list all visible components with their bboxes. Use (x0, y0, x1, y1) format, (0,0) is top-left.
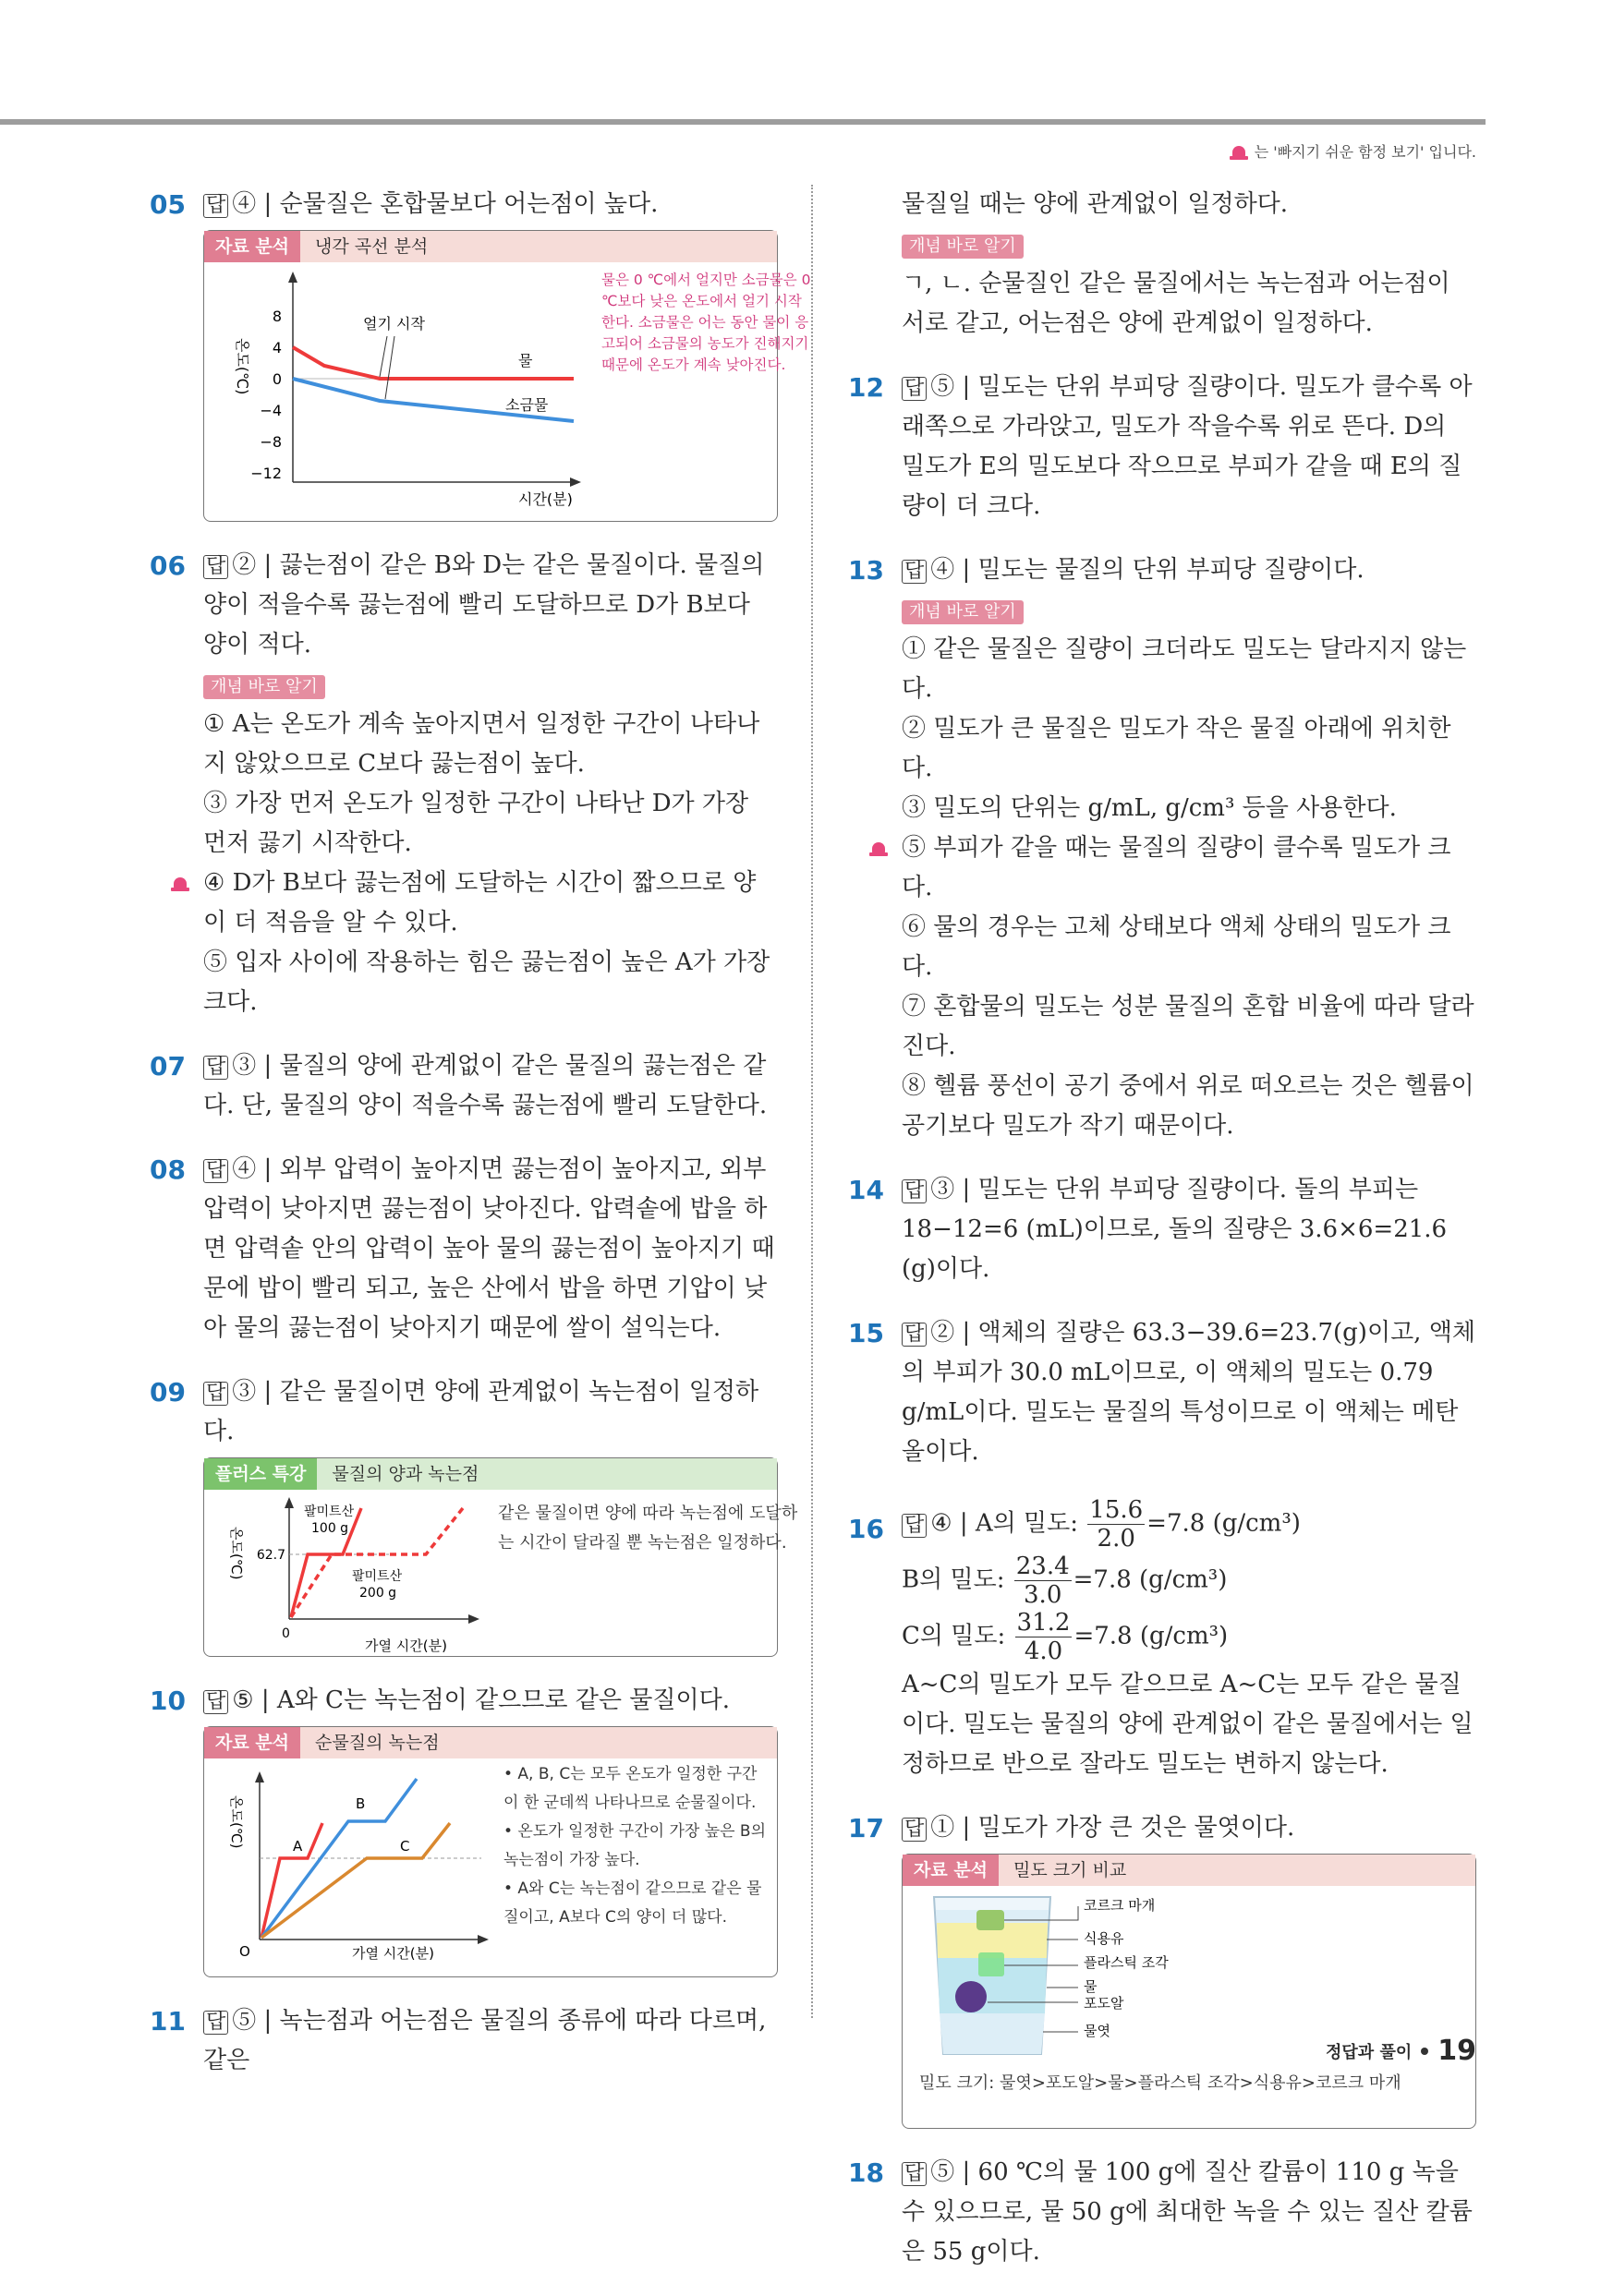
plastic-piece (978, 1952, 1004, 1976)
answer-18 (848, 2153, 1476, 2272)
answer-text: ⑤ | 밀도는 단위 부피당 질량이다. 밀도가 클수록 아래쪽으로 가라앉고, 밀도가 작을수록 위로 뜬다. D의 밀도가 E의 밀도보다 작으므로 부피가 같을 때 E의 질량이 더 크다. (902, 373, 1473, 520)
water-label: 물 (518, 352, 533, 369)
answer-mark: 답 (902, 1514, 927, 1538)
sub-explanation-trap (203, 864, 778, 943)
question-number: 18 (848, 2157, 884, 2188)
answer-13 (848, 550, 1476, 1146)
concept-tag: 개념 바로 알기 (203, 675, 325, 699)
y-tick: −8 (260, 433, 282, 451)
answer-text: ④ | 순물질은 혼합물보다 어는점이 높다. (232, 190, 659, 218)
box-title: 밀도 크기 비교 (1013, 1859, 1127, 1880)
cooling-curve-graph (204, 262, 592, 521)
box-title: 냉각 곡선 분석 (315, 236, 429, 257)
answer-mark: 답 (902, 377, 927, 401)
question-number: 16 (848, 1514, 884, 1544)
y-tick: 4 (272, 339, 282, 356)
question-number: 06 (150, 550, 186, 581)
left-column (150, 185, 811, 2105)
plastic-label: 플라스틱 조각 (1084, 1954, 1169, 1971)
answer-text: ① | 밀도가 가장 큰 것은 물엿이다. (930, 1814, 1295, 1842)
y-tick: 8 (272, 308, 282, 325)
sub-explanation: ③ 가장 먼저 온도가 일정한 구간이 나타난 D가 가장 먼저 끓기 시작한다. (203, 790, 749, 857)
density-a-result: =7.8 (g/cm³) (1146, 1509, 1301, 1538)
trap-legend (1229, 140, 1476, 162)
answer-mark: 답 (203, 1056, 228, 1080)
question-number: 15 (848, 1318, 884, 1348)
answer-08 (150, 1150, 778, 1348)
x-axis-label: 가열 시간(분) (352, 1945, 434, 1962)
denominator: 3.0 (1024, 1581, 1062, 1609)
series-a-label: A (293, 1838, 303, 1855)
alarm-icon (1229, 143, 1249, 160)
answer-text: A~C의 밀도가 모두 같으므로 A~C는 모두 같은 물질이다. 밀도는 물질의 양에 관계없이 같은 물질에서는 일정하므로 반으로 잘라도 밀도는 변하지 않는다. (902, 1671, 1474, 1778)
grape (955, 1981, 987, 2012)
y-axis-label: 온도(℃) (228, 1795, 245, 1849)
answer-text: ③ | 같은 물질이면 양에 관계없이 녹는점이 일정하다. (203, 1378, 759, 1445)
y-axis-label: 온도(℃) (228, 1527, 245, 1580)
sub-explanation: ⑦ 혼합물의 밀도는 성분 물질의 혼합 비율에 따라 달라진다. (902, 993, 1474, 1060)
sample-2-mass: 200 g (359, 1586, 397, 1601)
density-a-label: ④ | A의 밀도: (930, 1509, 1079, 1538)
alarm-icon (170, 875, 190, 891)
answer-text: ⑤ | A와 C는 녹는점이 같으므로 같은 물질이다. (232, 1686, 730, 1714)
column-divider (811, 185, 813, 2018)
answer-10 (150, 1681, 778, 1977)
density-b-result: =7.8 (g/cm³) (1073, 1565, 1228, 1594)
box-note: 같은 물질이면 양에 따라 녹는점에 도달하는 시간이 달라질 뿐 녹는점은 일정하다. (498, 1504, 798, 1553)
right-column (848, 185, 1476, 2296)
saltwater-label: 소금물 (505, 396, 549, 414)
footer-label: 정답과 풀이 (1326, 2042, 1413, 2062)
page-footer (1326, 2035, 1476, 2067)
sub-explanation: ⑤ 입자 사이에 작용하는 힘은 끓는점이 높은 A가 가장 크다. (203, 949, 770, 1016)
concept-tag: 개념 바로 알기 (902, 235, 1024, 259)
box-notes (503, 1760, 771, 1932)
plus-lecture-box (203, 1457, 798, 1657)
answer-text: ② | 끓는점이 같은 B와 D는 같은 물질이다. 물질의 양이 적을수록 끓는점에 빨리 도달하므로 D가 B보다 양이 적다. (203, 551, 765, 659)
sub-explanation: ② 밀도가 큰 물질은 밀도가 작은 물질 아래에 위치한다. (902, 715, 1451, 782)
answer-12 (848, 368, 1476, 526)
question-number: 12 (848, 372, 884, 403)
sub-explanation: ⑥ 물의 경우는 고체 상태보다 액체 상태의 밀도가 크다. (902, 913, 1451, 981)
answer-mark: 답 (203, 1690, 228, 1714)
sub-explanation: ⑧ 헬륨 풍선이 공기 중에서 위로 떠오르는 것은 헬륨이 공기보다 밀도가 작기 때문이다. (902, 1072, 1474, 1140)
answer-mark: 답 (203, 1382, 228, 1406)
x-axis-label: 시간(분) (518, 490, 573, 508)
sample-1-name: 팔미트산 (304, 1504, 355, 1519)
box-title: 순물질의 녹는점 (315, 1732, 440, 1753)
syrup-label: 물엿 (1084, 2023, 1110, 2039)
box-title: 물질의 양과 녹는점 (332, 1463, 479, 1484)
sample-2-name: 팔미트산 (352, 1569, 403, 1584)
grape-label: 포도알 (1084, 1995, 1124, 2012)
answer-mark: 답 (902, 1818, 927, 1842)
density-b-fraction (1014, 1553, 1072, 1609)
question-number: 13 (848, 555, 884, 586)
sub-explanation-text: ④ D가 B보다 끓는점에 도달하는 시간이 짧으므로 양이 더 적음을 알 수 있다. (203, 869, 757, 937)
sub-explanation: ㄱ, ㄴ. 순물질인 같은 물질에서는 녹는점과 어는점이 서로 같고, 어는점은 양에 관계없이 일정하다. (902, 270, 1450, 337)
density-b-label: B의 밀도: (902, 1565, 1005, 1594)
question-number: 05 (150, 189, 186, 220)
box-note: • A, B, C는 모두 온도가 일정한 구간이 한 군데씩 나타나므로 순물질이다. (503, 1765, 758, 1812)
sub-explanation: ① 같은 물질은 질량이 크더라도 밀도는 달라지지 않는다. (902, 635, 1467, 703)
series-c-label: C (400, 1838, 410, 1855)
density-c-label: C의 밀도: (902, 1622, 1006, 1650)
freeze-start-label: 얼기 시작 (363, 315, 425, 332)
answer-text: ⑤ | 녹는점과 어는점은 물질의 종류에 따라 다르며, 같은 (203, 2007, 767, 2074)
box-label: 자료 분석 (204, 1727, 300, 1758)
cork-stopper (976, 1910, 1004, 1930)
numerator: 31.2 (1016, 1609, 1071, 1637)
melting-point-label: 62.7 (256, 1548, 285, 1563)
density-layers-illustration (903, 1886, 1207, 2071)
question-number: 17 (848, 1813, 884, 1843)
page-number: 19 (1437, 2035, 1476, 2067)
series-c-line (261, 1823, 450, 1938)
top-rule (0, 119, 1486, 125)
box-label: 자료 분석 (204, 231, 300, 262)
answer-mark: 답 (902, 2162, 927, 2186)
box-note: • A와 C는 녹는점이 같으므로 같은 물질이고, A보다 C의 양이 더 많다. (503, 1879, 762, 1927)
answer-mark: 답 (203, 194, 228, 218)
origin-label: 0 (282, 1626, 290, 1641)
answer-text: ③ | 밀도는 단위 부피당 질량이다. 돌의 부피는 18−12=6 (mL)이므로, 돌의 질량은 3.6×6=21.6 (g)이다. (902, 1176, 1448, 1283)
series-b-label: B (356, 1795, 366, 1812)
box-note: 물은 0 ℃에서 얼지만 소금물은 0 ℃보다 낮은 온도에서 얼기 시작한다. 소금물은 어는 동안 물이 응고되어 소금물의 농도가 진해지기 때문에 온도가 계속 낮아진다. (601, 272, 811, 373)
answer-05 (150, 185, 811, 522)
answer-mark: 답 (203, 555, 228, 579)
y-tick: 0 (272, 370, 282, 388)
box-label: 자료 분석 (903, 1855, 999, 1886)
y-tick: −4 (260, 402, 282, 419)
answer-mark: 답 (902, 560, 927, 584)
data-analysis-box (203, 230, 811, 522)
footer-bullet (1421, 2048, 1428, 2055)
answer-text: ③ | 물질의 양에 관계없이 같은 물질의 끓는점은 같다. 단, 물질의 양이 적을수록 끓는점에 빨리 도달한다. (203, 1052, 768, 1119)
density-c-fraction (1015, 1609, 1073, 1665)
answer-text: ④ | 외부 압력이 높아지면 끓는점이 높아지고, 외부 압력이 낮아지면 끓는점이 낮아진다. 압력솥에 밥을 하면 압력솥 안의 압력이 높아 물의 끓는점이 높아지기 때문에 밥이 빨리 되고, 높은 산에서 밥을 하면 기압이 낮아 물의 끓는점이 낮아지기 때문에 쌀이 설익는다. (203, 1155, 775, 1342)
data-analysis-box (902, 1854, 1476, 2129)
answer-mark: 답 (203, 1159, 228, 1183)
density-c-result: =7.8 (g/cm³) (1073, 1622, 1229, 1650)
question-number: 08 (150, 1154, 186, 1185)
answer-11-continued (848, 185, 1476, 344)
answer-06 (150, 546, 778, 1022)
sub-explanation: ① A는 온도가 계속 높아지면서 일정한 구간이 나타나지 않았으므로 C보다 끓는점이 높다. (203, 710, 760, 778)
cork-label: 코르크 마개 (1084, 1897, 1156, 1914)
question-number: 07 (150, 1051, 186, 1082)
oil-label: 식용유 (1084, 1930, 1124, 1947)
series-a-line (261, 1823, 322, 1938)
answer-text: ⑤ | 60 ℃의 물 100 g에 질산 칼륨이 110 g 녹을 수 있으므로, 물 50 g에 최대한 녹을 수 있는 질산 칼륨은 55 g이다. (902, 2158, 1473, 2266)
answer-17 (848, 1808, 1476, 2129)
numerator: 15.6 (1089, 1496, 1144, 1524)
origin-label: O (239, 1943, 250, 1960)
water-label: 물 (1084, 1978, 1098, 1995)
answer-text: ④ | 밀도는 물질의 단위 부피당 질량이다. (930, 556, 1364, 584)
y-axis-label: 온도(℃) (234, 338, 251, 395)
answer-mark: 답 (203, 2011, 228, 2035)
trap-legend-text: 는 '빠지기 쉬운 함정 보기' 입니다. (1254, 143, 1476, 161)
answer-09 (150, 1372, 798, 1657)
sub-explanation-trap (902, 828, 1476, 908)
answer-mark: 답 (902, 1179, 927, 1203)
alarm-icon (868, 840, 889, 856)
sample-1-mass: 100 g (311, 1521, 349, 1536)
numerator: 23.4 (1015, 1553, 1070, 1580)
question-number: 11 (150, 2006, 186, 2036)
density-order-caption: 밀도 크기: 물엿>포도알>물>플라스틱 조각>식용유>코르크 마개 (919, 2073, 1401, 2093)
answer-mark: 답 (902, 1323, 927, 1347)
answer-11 (150, 2001, 778, 2081)
y-tick: −12 (250, 465, 282, 482)
density-a-fraction (1087, 1496, 1145, 1553)
question-number: 09 (150, 1377, 186, 1408)
question-number: 10 (150, 1686, 186, 1716)
data-analysis-box (203, 1726, 778, 1977)
box-label: 플러스 특강 (204, 1458, 317, 1490)
melting-point-graph (204, 1490, 481, 1656)
answer-text: ② | 액체의 질량은 63.3−39.6=23.7(g)이고, 액체의 부피가 30.0 mL이므로, 이 액체의 밀도는 0.79 g/mL이다. 밀도는 물질의 특성이므로 이 액체는 메탄올이다. (902, 1319, 1475, 1466)
concept-tag: 개념 바로 알기 (902, 600, 1024, 624)
denominator: 2.0 (1097, 1525, 1135, 1553)
pure-substance-melting-graph (204, 1758, 491, 1976)
x-axis-label: 가열 시간(분) (365, 1637, 447, 1654)
answer-text: 물질일 때는 양에 관계없이 일정하다. (902, 190, 1289, 218)
box-note: • 온도가 일정한 구간이 가장 높은 B의 녹는점이 가장 높다. (503, 1822, 767, 1869)
question-number: 14 (848, 1175, 884, 1205)
answer-16 (848, 1496, 1476, 1784)
denominator: 4.0 (1024, 1637, 1063, 1665)
sub-explanation-text: ⑤ 부피가 같을 때는 물질의 질량이 클수록 밀도가 크다. (902, 834, 1451, 901)
sub-explanation: ③ 밀도의 단위는 g/mL, g/cm³ 등을 사용한다. (902, 794, 1397, 822)
answer-14 (848, 1170, 1476, 1289)
answer-15 (848, 1313, 1476, 1472)
answer-07 (150, 1046, 778, 1126)
